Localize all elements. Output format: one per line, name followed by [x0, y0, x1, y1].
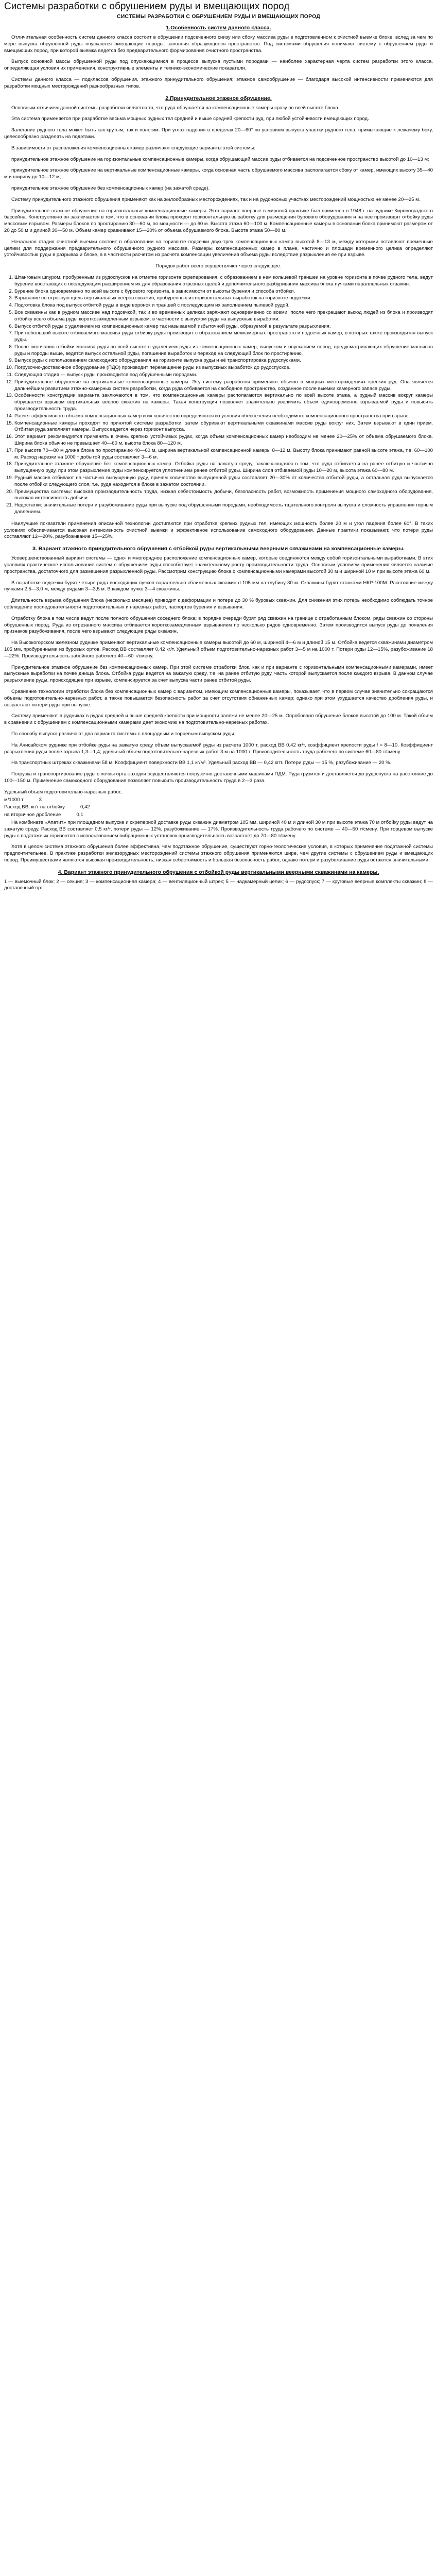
- paragraph: Наилучшие показатели применения описанной технологии достигаются при отработке крепких рудных тел, имеющих мощность более 20 м и угол падения более 60°. В таких условиях обеспечивается высокая интенсивность очистной выемки и эффективное использование самоходного оборудования. Данные практики показывают, что потери руды составляют 12—20%, разубоживание 15—25%.: [4, 520, 433, 540]
- paragraph: принудительное этажное обрушение на горизонтальные компенсационные камеры, когда обрушающий массив руды отбивается на подсеченное пространство высотой до 10—13 м;: [11, 156, 429, 162]
- section-heading: 4. Вариант этажного принудительного обрушения с отбойкой руды вертикальными веерными скважинами на камеры.: [58, 869, 379, 875]
- section-heading: 1.Особенность систем данного класса.: [166, 25, 271, 31]
- paragraph: Основным отличием данной системы разработки является то, что руда обрушается на компенсационные камеры сразу по всей высоте блока.: [11, 105, 340, 111]
- list-item: 2. Бурение блока одновременно по всей высоте с бурового горизонта, в зависимости от высоты бурения и способа отбойки.: [14, 289, 433, 295]
- list-item: 8. После окончания отбойки массива руды по всей высоте с удалением руды из компенсационных камер, выпуском и опусканием пород, предусматривающих обрушение массивов руды и породы выше, ведется выпуск остальной руды, погашение выработок и переход на следующий блок по простиранию.: [14, 344, 433, 358]
- document-page: [0, 0, 436, 892]
- document-body: [4, 25, 433, 892]
- paragraph: Длительность взрыва обрушения блока (несколько месяцев) приводит к деформации и потере до 30 % буровых скважин. Для снижения этих потерь необходимо соблюдать точное соблюдение последовательности подготовительных и нарезных работ, паспортов бурения и взрывания.: [4, 598, 433, 610]
- paragraph: Принудительное этажное обрушение без компенсационных камер. При этой системе отработки блок, как и при варианте с горизонтальными компенсационными камерами, имеет выпускные выработки на почве днища блока. Отбойка руды ведется на зажатую среду, т.е. на ранее отбитую руду, часть которой выпускается после каждого взрыва. В данном случае разрыхление руды, происходящее при взрыве, компенсируется за счет выпуска части ранее отбитой руды.: [4, 664, 433, 684]
- paragraph: Хотя в целом система этажного обрушения более эффективна, чем подэтажное обрушение, существуют горно-геологические условия, в которых применение подэтажной системы предпочтительнее. В практике разработки железорудных месторождений системы этажного обрушения применяются шире, чем другие системы с обрушением руды и вмещающих пород. Преимуществами являются высокая производительность, низкая себестоимость и большая безопасность работ, однако потери и разубоживание руды остаются значительными.: [4, 844, 433, 863]
- numbered-list: [4, 275, 433, 516]
- paragraph: Залегание рудного тела может быть как крутым, так и пологим. При углах падения в пределах 20—60° по условиям выпуска участки рудного тела, примыкающие к лежачему боку, целесообразно разделять на подэтажи.: [4, 127, 433, 140]
- parameter-label: м/1000 т: [4, 796, 24, 803]
- paragraph: По способу выпуска различают два варианта системы с площадным и торцевым выпуском руды.: [11, 731, 236, 737]
- list-item: 19. Рудный массив отбивают на частично выпущенную руду, причем количество выпущенной руды составляет 20—30% от количества отбитой руды, а остальная руда выпускается после отбойки следующего слоя, т.е. руда находится в блоке в зажатом состоянии.: [14, 475, 433, 488]
- paragraph: Эта система применяется при разработке весьма мощных рудных тел средней и выше средней крепости руд, при любой устойчивости вмещающих пород.: [11, 116, 369, 122]
- document-title: СИСТЕМЫ РАЗРАБОТКИ С ОБРУШЕНИЕМ РУДЫ И ВМЕЩАЮЩИХ ПОРОД: [116, 13, 321, 20]
- list-item: 20. Преимущества системы: высокая производительность труда, низкая себестоимость добычи, безопасность работ, возможность применения мощного самоходного оборудования, высокая интенсивность добычи.: [14, 489, 433, 502]
- list-item: 17. При высоте 70—80 м длина блока по простиранию 40—60 м, ширина вертикальной компенсационной камеры 8—12 м. Высоту блока принимают равной высоте этажа, т.е. 60—100 м. Расход нарезки на 1000 т добытой руды составляет 3—6 м.: [14, 448, 433, 461]
- section-heading: 3. Вариант этажного принудительного обрушения с отбойкой руды вертикальными веерными скважинами на компенсационные камеры.: [32, 546, 405, 552]
- section-heading: 2.Принудительное этажное обрушение.: [165, 95, 272, 101]
- paragraph: В выработке подсечки бурят четыре ряда восходящих пучков параллельно сближенных скважин d 105 мм на глубину 30 м. Скважины бурят станками НКР-100М. Расстояние между пучками 2,5—3,0 м, между рядами 3—3,5 м. В каждом пучке 3—4 скважины.: [4, 580, 433, 592]
- paragraph: принудительное этажное обрушение на вертикальные компенсационные камеры, когда основная часть обрушаемого массива располагается сбоку от камер, имеющих высоту 35—40 м и ширину до 10—12 м;: [4, 167, 433, 180]
- list-item: 15. Компенсационные камеры проходят по принятой системе разработки, затем обуривают вертикальными скважинами массив руды вокруг них. Затем взрывают в один прием. Отбитая руда заполняет камеры. Выпуск ведется через горизонт выпуска.: [14, 420, 433, 434]
- list-item: 14. Расчет эффективного объема компенсационных камер и их количество определяются из условия обеспечения необходимого компенсационного пространства при взрыве.: [14, 413, 433, 420]
- list-item: 1. Штанговым шпуром, пробуренным из рудоспусков на отметке горизонта скреперования, с образованием в нем кольцевой траншеи на уровне горизонта в почве рудного тела, ведут бурение восстающих с последующим расширением их для образования отрезных щелей и дополнительного разбуривания массива блока пучками параллельных скважин.: [14, 275, 433, 288]
- paragraph: Принудительное этажное обрушение на горизонтальные компенсационные камеры. Этот вариант впервые в мировой практике был применен в 1948 г. на руднике Кировоградского бассейна. Конструктивно он заключается в том, что в основании блока проходят горизонтальную выработку для размещения бурового оборудования и на нее производят отбойку руды массовым взрывом. Размеры блоков по простиранию 30—60 м, по мощности — до 60 м. Высота этажа 60—100 м. Компенсационные камеры в основании блока принимают размером от 20 до 50 м и длиной 30—50 м. Объем камер сравнивают 15—20% от объема обрушаемого блока. Высота этажа 50—80 м.: [4, 208, 433, 233]
- paragraph: Системы данного класса — подклассов обрушения, этажного принудительного обрушения; этажное самообрушение — благодаря высокой интенсивности применяются для разработки мощных месторождений разнообразных типов.: [4, 76, 433, 89]
- paragraph: На Высокогорском железном руднике применяют вертикальные компенсационные камеры высотой до 60 м, шириной 4—6 м и длиной 15 м. Отбойка ведется скважинами диаметром 105 мм, пробуренными из буровых ортов. Расход ВВ составляет 0,42 кг/т. Удельный объем подготовительно-нарезных работ 3—5 м на 1000 т. Потери руды 12—15%, разубоживание 18—22%. Производительность забойного рабочего 40—60 т/смену.: [4, 640, 433, 659]
- parameter-row: [4, 789, 433, 796]
- paragraph: Начальная стадия очистной выемки состоит в образовании на горизонте подсечки двух-трех компенсационных камер высотой 8—13 м, между которыми оставляют временные целики для поддержания предварительного обрушенного рудного массива. Размеры компенсационных камер в плане, частично и площади временного целика определяют устойчивостью руды в разрывах и блоке, а в частности расчетом из расчета компенсации увеличения объема руды вследствие разрыхления ее при взрыве.: [4, 239, 433, 258]
- parameter-row: [4, 797, 433, 804]
- list-item: 4. Подготовка блока под выпуск отбитой руды в виде воронок и траншей с последующим их заполнением пылевой рудой.: [14, 302, 433, 309]
- parameter-value: 3: [39, 796, 42, 803]
- paragraph: Отличительная особенность систем данного класса состоит в обрушении подсеченного снизу или сбоку массива руды в подготовленном к очистной выемке блоке, вслед за чем по мере выпуска обрушенной руды опускаются вмещающие породы, заполняя образующееся пространство. Под системами обрушения понимают систему с обрушением руды и вмещающих пород, при которой выемка ведется без предварительного формирования очистного пространства.: [4, 35, 433, 54]
- paragraph: принудительное этажное обрушение без компенсационных камер (на зажатой среде).: [11, 185, 210, 191]
- paragraph: Сравнение технологии отработки блока без компенсационных камер с вариантом, имеющим компенсационные камеры, показывает, что в первом случае значительно сокращаются объемы подготовительно-нарезных работ, а также повышается безопасность работ за счет отсутствия обнаженных камер; однако при этом ухудшается качество дробления руды, и возрастают потери руды при выпуске.: [4, 688, 433, 708]
- paragraph: В зависимости от расположения компенсационных камер различают следующие варианты этой системы:: [11, 145, 255, 151]
- paragraph: Погрузка и транспортирование руды с почвы орта-заходки осуществляются погрузочно-доставочными машинами ПДМ. Руда грузится и доставляется до рудоспуска на расстояние до 100—150 м. Применение самоходного оборудования позволяет повысить производительность труда в 2—3 раза.: [4, 771, 433, 784]
- paragraph: Усовершенствованный вариант системы — одно- и многорядное расположение компенсационных камер, которые соединяются между собой горизонтальными выработками. В этих условиях практическое использование систем с обрушением руды способствует значительному росту производительности труда. Основным условием применения является наличие пространства, достаточного для размещения разрыхленной руды. Рассмотрим конструкцию блока с компенсационными камерами высотой 30 м и шириной 10 м при высоте этажа 60 м.: [4, 555, 433, 574]
- paragraph: Систему применяют в рудниках в рудах средней и выше средней крепости при мощности залежи не менее 20—25 м. Опробовано обрушение блоков высотой до 100 м. Такой объем в сравнении с обрушением с компенсационными камерами дает экономию на подготовительно-нарезных работах.: [4, 713, 433, 726]
- list-item: 3. Взрывание по отрезную щель вертикальных вееров скважин, пробуренных из горизонтальных выработок на горизонте подсечки.: [14, 295, 433, 302]
- parameter-label: Расход ВВ, кг/т на отбойку: [4, 804, 65, 810]
- parameter-row: [4, 812, 433, 819]
- parameter-value: 0,1: [76, 812, 83, 818]
- paragraph: Систему принудительного этажного обрушения применяют как на жилообразных месторождениях, так и на рудоносных участках месторождений мощностью не менее 20—25 м.: [11, 196, 421, 202]
- paragraph: На Ачисайском руднике при отбойке руды на зажатую среду объем выпускаемой руды из расчета 1000 т, расход ВВ 0,42 кг/т, коэффициент крепости руды f = 8—10. Коэффициент разрыхления руды после взрыва 1,3—1,4; удельный объем подготовительно-нарезных работ 3 м на 1000 т. Производительность труда рабочего по системе 60—80 т/смену.: [4, 742, 433, 755]
- parameter-label: Удельный объем подготовительно-нарезных работ,: [4, 789, 122, 795]
- parameter-label: на вторичное дробление: [4, 812, 61, 818]
- paragraph: 1 — выемочный блок; 2 — секция; 3 — компенсационная камера; 4 — вентиляционный штрек; 5 — надкамерный целик; 6 — рудоспуск; 7 — круговые веерные комплекты скважин; 8 — доставочный орт.: [4, 878, 433, 891]
- list-item: 12. Принудительное обрушение на вертикальные компенсационные камеры. Эту систему разработки применяют обычно в мощных месторождениях крепких руд. Она является дальнейшим развитием этажно-камерных систем разработки, когда руда отбивается на свободное пространство, созданное после выемки камерного запаса руды.: [14, 379, 433, 393]
- list-item: 9. Выпуск руды с использованием самоходного оборудования на горизонте выпуска руды и её транспортировка рудоспусками.: [14, 358, 433, 364]
- list-item: 13. Особенности конструкции варианта заключаются в том, что компенсационные камеры располагаются вертикально по всей высоте этажа, а рудный массив вокруг камеры обрушается взрывом вертикальных вееров скважин на камеры. Такая конструкция позволяет значительно увеличить объем единовременно взрываемой руды и повысить производительность труда.: [14, 393, 433, 412]
- paragraph: На комбинате «Апатит» при площадном выпуске и скреперной доставке руды скважин диаметром 105 мм, шириной 40 м и длиной 30 м при высоте этажа 70 м отбойку руды ведут на зажатую среду. Расход ВВ составляет 0,5 кг/т, потери руды — 12%, разубоживание — 17%. Производительность труда рабочего по системе — 40—50 т/смену. При торцевом выпуске руды с подэтажных горизонтов с использованием вибрационных установок производительность возрастает до 70—80 т/смену.: [4, 819, 433, 839]
- list-item: 18. Принудительное этажное обрушение без компенсационных камер. Отбойка руды на зажатую среду, заключающаяся в том, что руда отбивается на ранее отбитую и частично выпущенную руду, при этом разрыхление руды компенсируется уплотнением ранее отбитой руды. Ширина слоя отбиваемой руды 10—20 м, высота этажа 60—80 м.: [14, 461, 433, 474]
- list-item: 21. Недостатки: значительные потери и разубоживание руды при выпуске под обрушенными породами, необходимость тщательного контроля выпуска и сложность управления горным давлением.: [14, 502, 433, 516]
- parameter-row: [4, 804, 433, 811]
- list-item: 5. Все скважины как в рудном массиве над подсечкой, так и во временных целиках заряжают одновременно со всеми, после чего прекращают выход людей из блока и производят отбойку всего объема руды короткозамедленным взрывом, в частности с выпуском руды на выпускные выработки.: [14, 310, 433, 323]
- list-item: 7. При небольшой высоте отбиваемого массива руды отбивку руды производят с образованием межкамерных пространств и подсечных камер, в которых также производится выпуск руды.: [14, 330, 433, 344]
- list-item: 16. Этот вариант рекомендуется применять в очень крепких устойчивых рудах, когда объем компенсационных камер необходим не менее 20—25% от объема обрушаемого блока. Ширина блока обычно не превышает 40—60 м, высота блока 80—120 м.: [14, 434, 433, 447]
- page-header-title: Системы разработки с обрушением руды и вмещающих пород: [4, 1, 290, 12]
- paragraph: На транспортных штреках скважинами 58 м. Коэффициент поверхности ВВ 1,1 кг/м³. Удельный расход ВВ — 0,42 кг/т. Потери руды — 15 %, разубоживание — 20 %.: [11, 760, 392, 766]
- list-item: 11. Следующая стадия — выпуск руды производится под обрушенными породами.: [14, 372, 433, 379]
- parameter-value: 0,42: [80, 804, 90, 810]
- list-item: 10. Погрузочно-доставочное оборудование (ПДО) производит перемещение руды из выпускных выработок до рудоспусков.: [14, 365, 433, 371]
- list-item: 6. Выпуск отбитой руды с удалением из компенсационных камер так называемой избыточной руды, образуемой в результате разрыхления.: [14, 324, 433, 330]
- paragraph: Порядок работ всего осуществляют через следующее:: [155, 263, 282, 269]
- paragraph: Отработку блока в том числе ведут после полного обрушения соседнего блока; в порядке очереди бурят ряд скважин на границе с отработанным блоком, ряды скважин со стороны обрушенных пород. Руда из отрезанного массива отбивается короткозамедленным взрыванием по несколько рядов одновременно. Затем производится выпуск руды до появления признаков разубоживания, после чего взрывают следующие ряды скважин.: [4, 615, 433, 635]
- paragraph: Выпуск основной массы обрушенной руды под опускающимися в процессе выпуска пустыми породами — наиболее характерная черта систем разработки этого класса, определяющая условия их применения, конструктивные элементы и технико-экономические показатели.: [4, 59, 433, 72]
